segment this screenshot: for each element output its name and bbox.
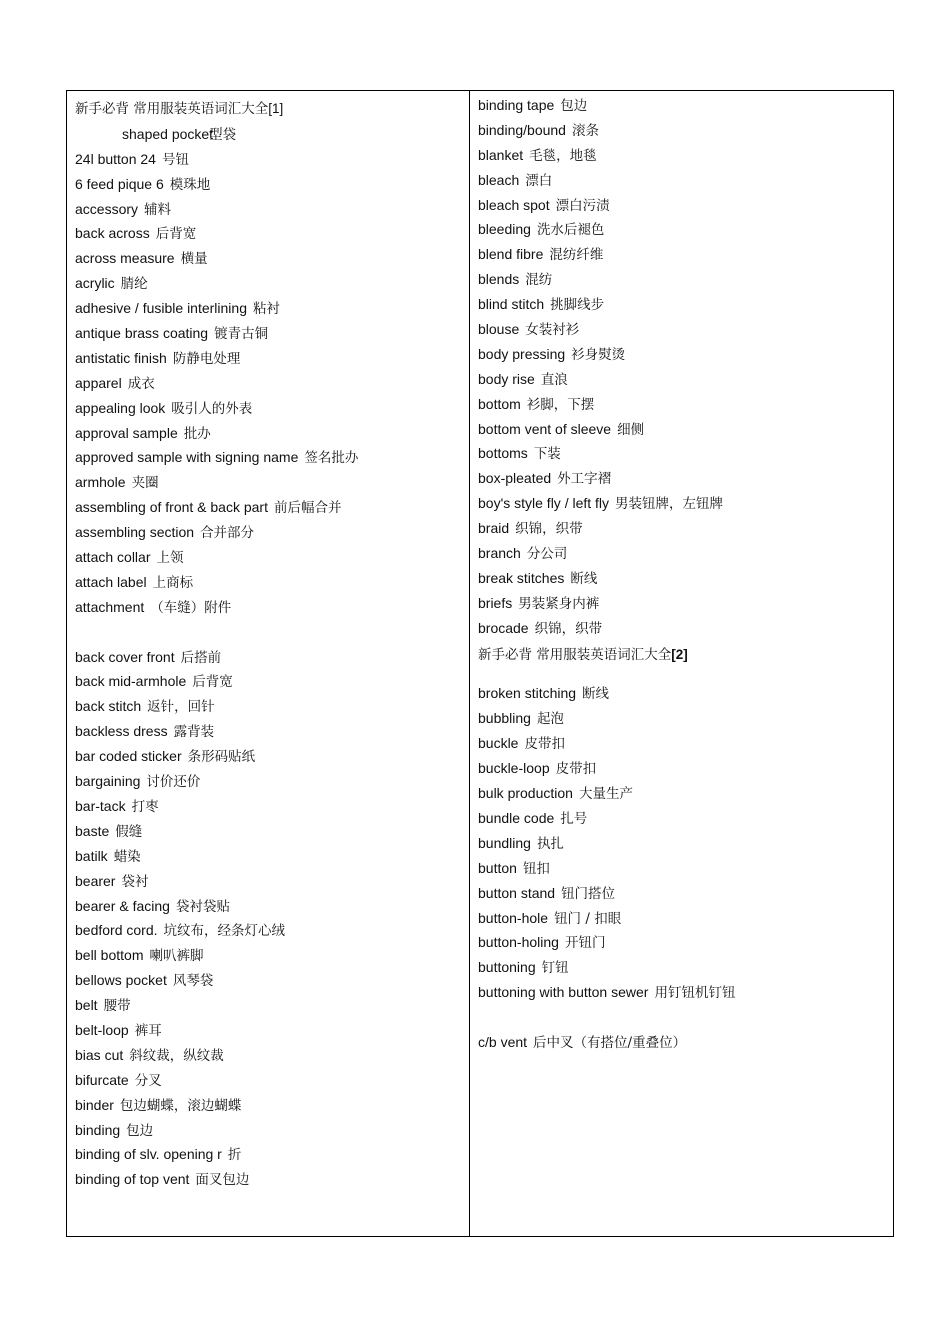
english-term: bleach [478, 171, 520, 188]
glossary-entry [75, 993, 469, 1018]
english-term: approved sample with signing name [75, 449, 299, 466]
english-term: button [478, 859, 517, 876]
english-term: batilk [75, 847, 108, 864]
english-term: 24l button 24 [75, 150, 156, 167]
english-term: accessory [75, 200, 139, 217]
chinese-term: 分公司 [526, 546, 568, 563]
english-term: bearer & facing [75, 897, 170, 914]
chinese-term: 漂白 [525, 172, 553, 189]
blank-line [75, 620, 469, 645]
glossary-entry [478, 881, 893, 906]
chinese-term: 男装紧身内裤 [518, 595, 600, 612]
chinese-term: 袋衬 [121, 873, 149, 890]
section-title-text: 新手必背 常用服装英语词汇大全 [75, 101, 269, 117]
english-term: bell bottom [75, 947, 144, 964]
english-term: bottoms [478, 445, 528, 462]
chinese-term: 面叉包边 [195, 1172, 250, 1189]
glossary-entry [75, 968, 469, 993]
glossary-entry [75, 545, 469, 570]
english-term: bifurcate [75, 1071, 129, 1088]
english-term: button stand [478, 884, 556, 901]
glossary-entry [478, 168, 893, 193]
glossary-entry [478, 906, 893, 931]
chinese-term: 蜡染 [113, 848, 141, 865]
english-term: boy's style fly / left fly [478, 495, 610, 512]
english-term: 6 feed pique 6 [75, 175, 164, 192]
chinese-term: 模珠地 [169, 176, 211, 193]
chinese-term: 讨价还价 [146, 774, 201, 791]
glossary-entry [75, 1043, 469, 1068]
glossary-entry [75, 1167, 469, 1192]
chinese-term: 后背宽 [192, 674, 233, 691]
glossary-entry [478, 292, 893, 317]
english-term: back across [75, 225, 150, 242]
glossary-entry [478, 955, 893, 980]
chinese-term: 混纺纤维 [549, 247, 604, 264]
glossary-entry [478, 930, 893, 955]
chinese-term: 皮带扣 [555, 761, 597, 778]
chinese-term: 风琴袋 [172, 973, 214, 990]
glossary-entry [478, 93, 893, 118]
chinese-term: 粘衬 [253, 301, 280, 318]
english-term: bias cut [75, 1046, 124, 1063]
chinese-term: 挑脚线步 [550, 297, 605, 314]
glossary-entry [478, 781, 893, 806]
glossary-entry [75, 719, 469, 744]
glossary-entry [75, 421, 469, 446]
english-term: bundling [478, 834, 531, 851]
chinese-term: 开钮门 [564, 935, 606, 952]
spacer [478, 1005, 893, 1030]
chinese-term: 断线 [570, 570, 598, 587]
english-term: approval sample [75, 424, 178, 441]
chinese-term: （车缝）附件 [150, 599, 232, 616]
english-term: branch [478, 545, 521, 562]
chinese-term: 假缝 [115, 823, 143, 840]
section-title-1 [75, 97, 469, 122]
glossary-entry [75, 694, 469, 719]
chinese-term: 上领 [156, 550, 184, 567]
english-term: broken stitching [478, 685, 577, 702]
english-term: adhesive / fusible interlining [75, 300, 247, 317]
glossary-entry [478, 756, 893, 781]
english-term: blend fibre [478, 246, 544, 263]
chinese-term: 批办 [183, 425, 211, 442]
glossary-entry [75, 1142, 469, 1167]
glossary-entry [75, 819, 469, 844]
glossary-entry [478, 143, 893, 168]
chinese-term: 袋衬袋贴 [175, 898, 230, 915]
chinese-term: 直浪 [540, 371, 568, 388]
glossary-entry [478, 242, 893, 267]
chinese-term: 包边蝴蝶，滚边蝴蝶 [119, 1097, 242, 1114]
chinese-term: 吸引人的外表 [171, 400, 253, 417]
glossary-entry [75, 869, 469, 894]
section-title-2 [478, 643, 893, 668]
glossary-entry [478, 441, 893, 466]
english-term: binding tape [478, 97, 555, 113]
chinese-term: 前后幅合并 [274, 500, 342, 517]
english-term: buttoning [478, 959, 536, 976]
chinese-term: 裤耳 [134, 1022, 162, 1039]
glossary-entry [75, 918, 469, 943]
english-term: blouse [478, 321, 520, 338]
glossary-entry [75, 246, 469, 271]
english-term: bleeding [478, 221, 531, 238]
right-entry-list-last [478, 1030, 893, 1055]
glossary-entry [75, 669, 469, 694]
chinese-term: 织锦，织带 [515, 521, 583, 538]
glossary-entry [478, 706, 893, 731]
glossary-entry [75, 744, 469, 769]
english-term: bargaining [75, 773, 141, 790]
glossary-entry [478, 541, 893, 566]
glossary-entry [478, 392, 893, 417]
english-term: armhole [75, 474, 126, 491]
chinese-term: 皮带扣 [524, 736, 565, 753]
english-term: braid [478, 520, 510, 537]
glossary-entry [75, 346, 469, 371]
english-term: belt [75, 997, 98, 1014]
glossary-entry [75, 894, 469, 919]
english-term: body pressing [478, 345, 566, 362]
chinese-term: 后中叉（有搭位/重叠位） [533, 1034, 687, 1051]
english-term: bulk production [478, 785, 573, 802]
chinese-term: 坑纹布，经条灯心绒 [163, 923, 285, 940]
glossary-entry [75, 371, 469, 396]
left-entry-list [75, 122, 469, 1192]
document-table [66, 90, 894, 1237]
chinese-term: 斜纹裁，纵纹裁 [129, 1047, 224, 1064]
chinese-term: 男装钮牌，左钮牌 [615, 496, 724, 513]
english-term: baste [75, 822, 110, 839]
chinese-term: 洗水后褪色 [536, 222, 605, 239]
glossary-entry [478, 217, 893, 242]
english-term: brocade [478, 619, 529, 636]
english-term: c/b vent [478, 1033, 528, 1050]
english-term: attachment [75, 598, 145, 615]
section-title-text: 新手必背 常用服装英语词汇大全 [478, 646, 672, 663]
english-term: attach collar [75, 549, 151, 566]
chinese-term: 型袋 [209, 126, 237, 143]
english-term: button-holing [478, 934, 559, 951]
glossary-entry [75, 1018, 469, 1043]
glossary-entry [75, 396, 469, 421]
chinese-term: 钮扣 [522, 860, 550, 877]
chinese-term: 分叉 [134, 1072, 162, 1089]
glossary-entry [75, 172, 469, 197]
english-term: bubbling [478, 710, 531, 727]
glossary-entry [478, 616, 893, 641]
english-term: shaped pocket [122, 125, 214, 142]
chinese-term: 成衣 [127, 375, 155, 392]
english-term: buttoning with button sewer [478, 984, 649, 1001]
english-term: blind stitch [478, 296, 545, 313]
chinese-term: 露背装 [173, 724, 215, 741]
glossary-entry [75, 645, 469, 670]
english-term: belt-loop [75, 1021, 129, 1038]
glossary-entry [75, 1118, 469, 1143]
english-term: buckle-loop [478, 760, 550, 777]
english-term: back stitch [75, 698, 142, 715]
chinese-term: 签名批办 [304, 450, 359, 467]
glossary-entry [478, 831, 893, 856]
chinese-term: 合并部分 [200, 525, 255, 542]
chinese-term: 钮门 / 扣眼 [554, 910, 622, 927]
chinese-term: 打枣 [131, 798, 159, 815]
glossary-entry [478, 466, 893, 491]
chinese-term: 毛毯，地毯 [529, 147, 597, 164]
chinese-term: 织锦，织带 [534, 620, 603, 637]
chinese-term: 辅料 [144, 201, 172, 218]
right-entry-list-bottom [478, 681, 893, 1005]
chinese-term: 钉钮 [541, 960, 569, 977]
chinese-term: 包边 [126, 1122, 154, 1139]
english-term: blanket [478, 146, 524, 163]
english-term: back cover front [75, 648, 175, 665]
english-term: button-hole [478, 909, 549, 926]
english-term: acrylic [75, 275, 115, 292]
chinese-term: 下装 [533, 446, 561, 463]
glossary-entry [478, 856, 893, 881]
english-term: bleach spot [478, 196, 550, 213]
chinese-term: 外工字褶 [557, 471, 612, 488]
english-term: attach label [75, 573, 147, 590]
chinese-term: 混纺 [525, 272, 553, 289]
glossary-entry [478, 342, 893, 367]
chinese-term: 衫脚，下摆 [526, 396, 595, 413]
chinese-term: 后搭前 [180, 649, 222, 666]
english-term: break stitches [478, 569, 565, 586]
glossary-entry [478, 367, 893, 392]
english-term: back mid-armhole [75, 673, 187, 690]
english-term: binding of top vent [75, 1171, 190, 1188]
glossary-entry [75, 769, 469, 794]
english-term: appealing look [75, 399, 166, 416]
glossary-entry [478, 193, 893, 218]
right-entry-list-top [478, 93, 893, 641]
glossary-entry [478, 731, 893, 756]
chinese-term: 断线 [582, 686, 610, 703]
english-term: antistatic finish [75, 349, 167, 366]
chinese-term: 后背宽 [155, 226, 197, 243]
left-column [67, 91, 470, 1236]
english-term: assembling section [75, 524, 195, 541]
english-term: antique brass coating [75, 325, 209, 342]
english-term: assembling of front & back part [75, 499, 268, 516]
glossary-entry [75, 1068, 469, 1093]
right-column [470, 91, 893, 1236]
glossary-entry [75, 495, 469, 520]
glossary-entry [75, 271, 469, 296]
glossary-entry [478, 1030, 893, 1055]
chinese-term: 腰带 [103, 998, 131, 1015]
english-term: binding [75, 1121, 121, 1138]
english-term: bedford cord. [75, 922, 158, 939]
section-title-number: [1] [268, 101, 284, 116]
chinese-term: 起泡 [536, 711, 564, 728]
chinese-term: 执扎 [536, 835, 564, 852]
glossary-entry [75, 844, 469, 869]
chinese-term: 条形码贴纸 [187, 749, 256, 766]
english-term: blends [478, 271, 520, 288]
chinese-term: 返针，回针 [147, 699, 215, 716]
english-term: apparel [75, 374, 122, 391]
glossary-entry [478, 806, 893, 831]
english-term: bar-tack [75, 797, 126, 814]
glossary-entry [75, 794, 469, 819]
glossary-entry [75, 595, 469, 620]
glossary-entry [478, 417, 893, 442]
glossary-entry [478, 317, 893, 342]
chinese-term: 折 [227, 1147, 242, 1164]
chinese-term: 防静电处理 [172, 350, 241, 367]
english-term: bundle code [478, 809, 555, 826]
glossary-entry [75, 197, 469, 222]
english-term: bar coded sticker [75, 748, 182, 765]
glossary-entry [478, 491, 893, 516]
glossary-entry [75, 943, 469, 968]
glossary-entry [478, 980, 893, 1005]
chinese-term: 横量 [180, 251, 208, 268]
section-title-number: [2] [671, 646, 688, 662]
chinese-term: 镀青古铜 [214, 326, 269, 343]
glossary-entry [75, 1093, 469, 1118]
glossary-entry [478, 681, 893, 706]
glossary-entry [478, 566, 893, 591]
glossary-entry [478, 591, 893, 616]
chinese-term: 女装衬衫 [525, 322, 580, 339]
english-term: binding/bound [478, 121, 566, 138]
chinese-term: 号钮 [161, 151, 189, 168]
glossary-entry [75, 147, 469, 172]
chinese-term: 腈纶 [120, 276, 148, 293]
chinese-term: 细侧 [617, 421, 645, 438]
chinese-term: 大量生产 [578, 786, 633, 803]
glossary-entry [75, 221, 469, 246]
chinese-term: 衫身熨烫 [571, 346, 626, 363]
glossary-entry [75, 470, 469, 495]
chinese-term: 包边 [560, 98, 588, 114]
glossary-entry [75, 445, 469, 470]
chinese-term: 上商标 [152, 574, 194, 591]
chinese-term: 滚条 [571, 122, 599, 139]
english-term: buckle [478, 735, 519, 752]
english-term: bottom vent of sleeve [478, 420, 612, 437]
chinese-term: 钮门搭位 [561, 885, 616, 902]
english-term: bellows pocket [75, 972, 167, 989]
english-term: box-pleated [478, 470, 552, 487]
chinese-term: 用钉钮机钉钮 [654, 985, 736, 1002]
glossary-entry [478, 118, 893, 143]
chinese-term: 喇叭裤脚 [149, 948, 204, 965]
chinese-term: 漂白污渍 [555, 197, 610, 214]
english-term: bottom [478, 395, 521, 412]
english-term: body rise [478, 370, 535, 387]
english-term: backless dress [75, 723, 168, 740]
glossary-entry [75, 122, 469, 147]
glossary-entry [75, 321, 469, 346]
glossary-entry [75, 570, 469, 595]
english-term: briefs [478, 594, 513, 611]
glossary-entry [478, 516, 893, 541]
english-term: binder [75, 1096, 114, 1113]
glossary-entry [75, 520, 469, 545]
glossary-entry [478, 267, 893, 292]
english-term: bearer [75, 872, 116, 889]
chinese-term: 扎号 [560, 810, 588, 827]
chinese-term: 夹圈 [131, 475, 159, 492]
glossary-entry [75, 296, 469, 321]
english-term: binding of slv. opening r [75, 1146, 222, 1163]
english-term: across measure [75, 250, 175, 267]
